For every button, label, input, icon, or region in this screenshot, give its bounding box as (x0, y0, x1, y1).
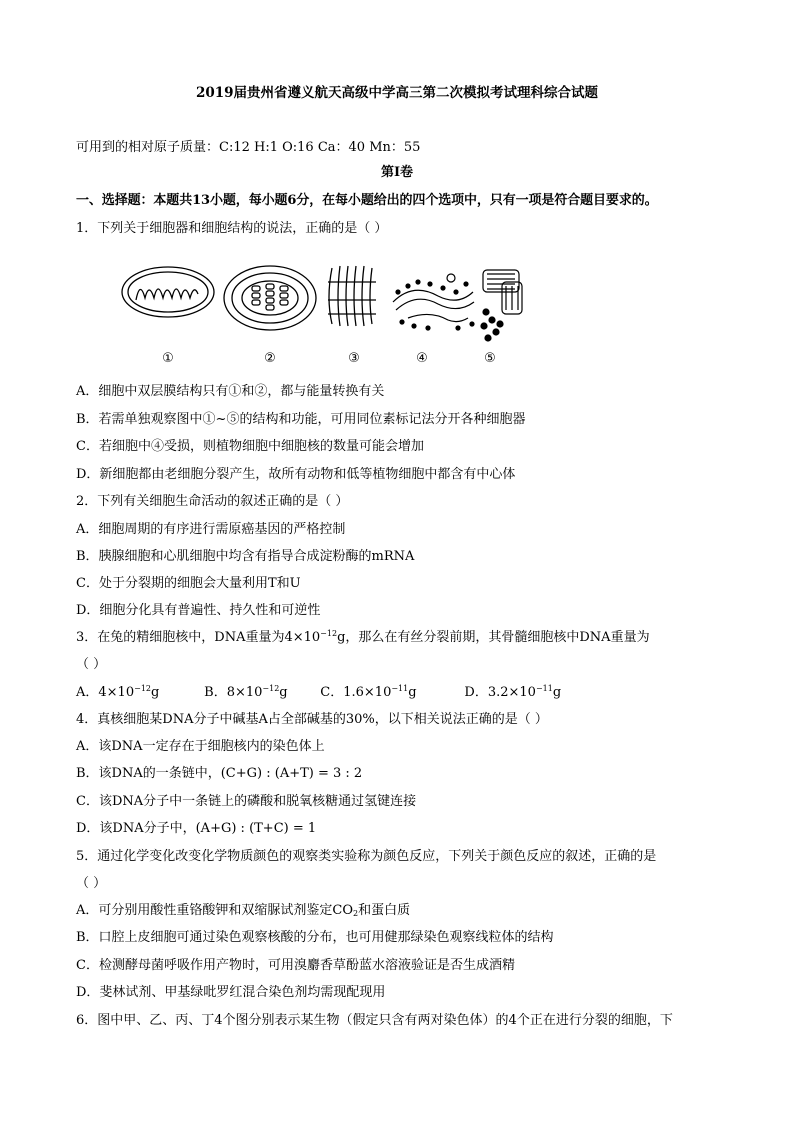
q3-option-a (76, 684, 200, 702)
section-heading: 第Ⅰ卷 (380, 165, 414, 180)
q5-stem: 5．通过化学变化改变化学物质颜色的观察类实验称为颜色反应，下列关于颜色反应的叙述，正确的是 (76, 849, 657, 864)
q3-d-unit: g (552, 685, 562, 700)
q2-option-d: D．细胞分化具有普遍性、持久性和可逆性 (76, 603, 321, 618)
q3-stem-blank: （ ） (76, 657, 107, 672)
q5-option-c: C．检测酵母菌呼吸作用产物时，可用溴麝香草酚蓝水溶液验证是否生成酒精 (76, 958, 515, 973)
q3-c-unit: g (408, 685, 417, 700)
q1-option-c: C．若细胞中④受损，则植物细胞中细胞核的数量可能会增加 (76, 439, 424, 454)
q2-stem: 2．下列有关细胞生命活动的叙述正确的是（ ） (76, 494, 349, 509)
q3-option-b (204, 684, 316, 702)
q3-a-base: A．4×10 (76, 685, 135, 700)
q3-b-base: B．8×10 (204, 685, 263, 700)
organelle-3-golgi (328, 266, 376, 326)
q4-option-d: D．该DNA分子中，(A+G) : (T+C) = 1 (76, 821, 317, 836)
q5-a-part2: 和蛋白质 (358, 903, 411, 918)
q6-stem: 6．图中甲、乙、丙、丁4个图分别表示某生物（假定只含有两对染色体）的4个正在进行分裂的细胞，下 (76, 1013, 673, 1028)
figure-label-5: ⑤ (484, 351, 496, 366)
q4-option-a: A．该DNA一定存在于细胞核内的染色体上 (76, 739, 325, 754)
q3-a-exp: −12 (134, 684, 151, 693)
q3-b-exp: −12 (262, 684, 280, 693)
figure-label-3: ③ (348, 351, 360, 366)
q1-option-a: A．细胞中双层膜结构只有①和②，都与能量转换有关 (76, 384, 385, 399)
q5-option-a (76, 902, 410, 920)
q4-option-b: B．该DNA的一条链中，(C+G) : (A+T) = 3 : 2 (76, 766, 363, 781)
q2-option-b: B．胰腺细胞和心肌细胞中均含有指导合成淀粉酶的mRNA (76, 549, 415, 564)
q3-c-exp: −11 (391, 684, 409, 693)
figure-label-4: ④ (416, 351, 428, 366)
q4-stem: 4．真核细胞某DNA分子中碱基A占全部碱基的30%，以下相关说法正确的是（ ） (76, 712, 548, 727)
q3-stem-exponent: −12 (320, 629, 338, 638)
instructions: 一、选择题：本题共13小题，每小题6分，在每小题给出的四个选项中，只有一项是符合题目要求的。 (76, 193, 658, 208)
atomic-mass-line: 可用到的相对原子质量：C:12 H:1 O:16 Ca：40 Mn：55 (76, 140, 421, 155)
q5-a-part1: A．可分别用酸性重铬酸钾和双缩脲试剂鉴定CO (76, 903, 353, 918)
organelle-figure (118, 262, 538, 372)
q3-options (76, 684, 561, 702)
q1-option-d: D．新细胞都由老细胞分裂产生，故所有动物和低等植物细胞中都含有中心体 (76, 467, 516, 482)
exam-title: 2019届贵州省遵义航天高级中学高三第二次模拟考试理科综合试题 (195, 85, 599, 101)
q3-stem-part1: 3．在兔的精细胞核中，DNA重量为4×10 (76, 630, 321, 645)
q5-option-d: D．斐林试剂、甲基绿吡罗红混合染色剂均需现配现用 (76, 985, 386, 1000)
q3-b-unit: g (279, 685, 288, 700)
q3-stem (76, 629, 650, 647)
q5-stem-blank: （ ） (76, 876, 107, 891)
q1-option-b: B．若需单独观察图中①~⑤的结构和功能，可用同位素标记法分开各种细胞器 (76, 412, 526, 427)
organelle-1-mitochondrion (122, 267, 214, 317)
q3-option-d (464, 684, 561, 702)
q3-c-base: C．1.6×10 (320, 685, 392, 700)
q5-a-subscript: 2 (353, 909, 359, 918)
q5-option-b: B．口腔上皮细胞可通过染色观察核酸的分布，也可用健那绿染色观察线粒体的结构 (76, 930, 554, 945)
q2-option-a: A．细胞周期的有序进行需原癌基因的严格控制 (76, 522, 346, 537)
organelle-5-centrosome (481, 270, 522, 341)
organelle-4-endoplasmic-reticulum (393, 274, 474, 330)
organelle-2-chloroplast (224, 266, 316, 330)
q3-d-base: D．3.2×10 (464, 685, 536, 700)
q1-stem: 1．下列关于细胞器和细胞结构的说法，正确的是（ ） (76, 221, 388, 236)
q3-d-exp: −11 (535, 684, 553, 693)
q4-option-c: C．该DNA分子中一条链上的磷酸和脱氧核糖通过氢键连接 (76, 794, 417, 809)
q3-a-unit: g (151, 685, 160, 700)
q3-option-c (320, 684, 460, 702)
q3-stem-part2: g，那么在有丝分裂前期，其骨髓细胞核中DNA重量为 (337, 630, 650, 645)
q2-option-c: C．处于分裂期的细胞会大量利用T和U (76, 576, 301, 591)
figure-label-1: ① (162, 351, 174, 366)
figure-label-2: ② (264, 351, 276, 366)
